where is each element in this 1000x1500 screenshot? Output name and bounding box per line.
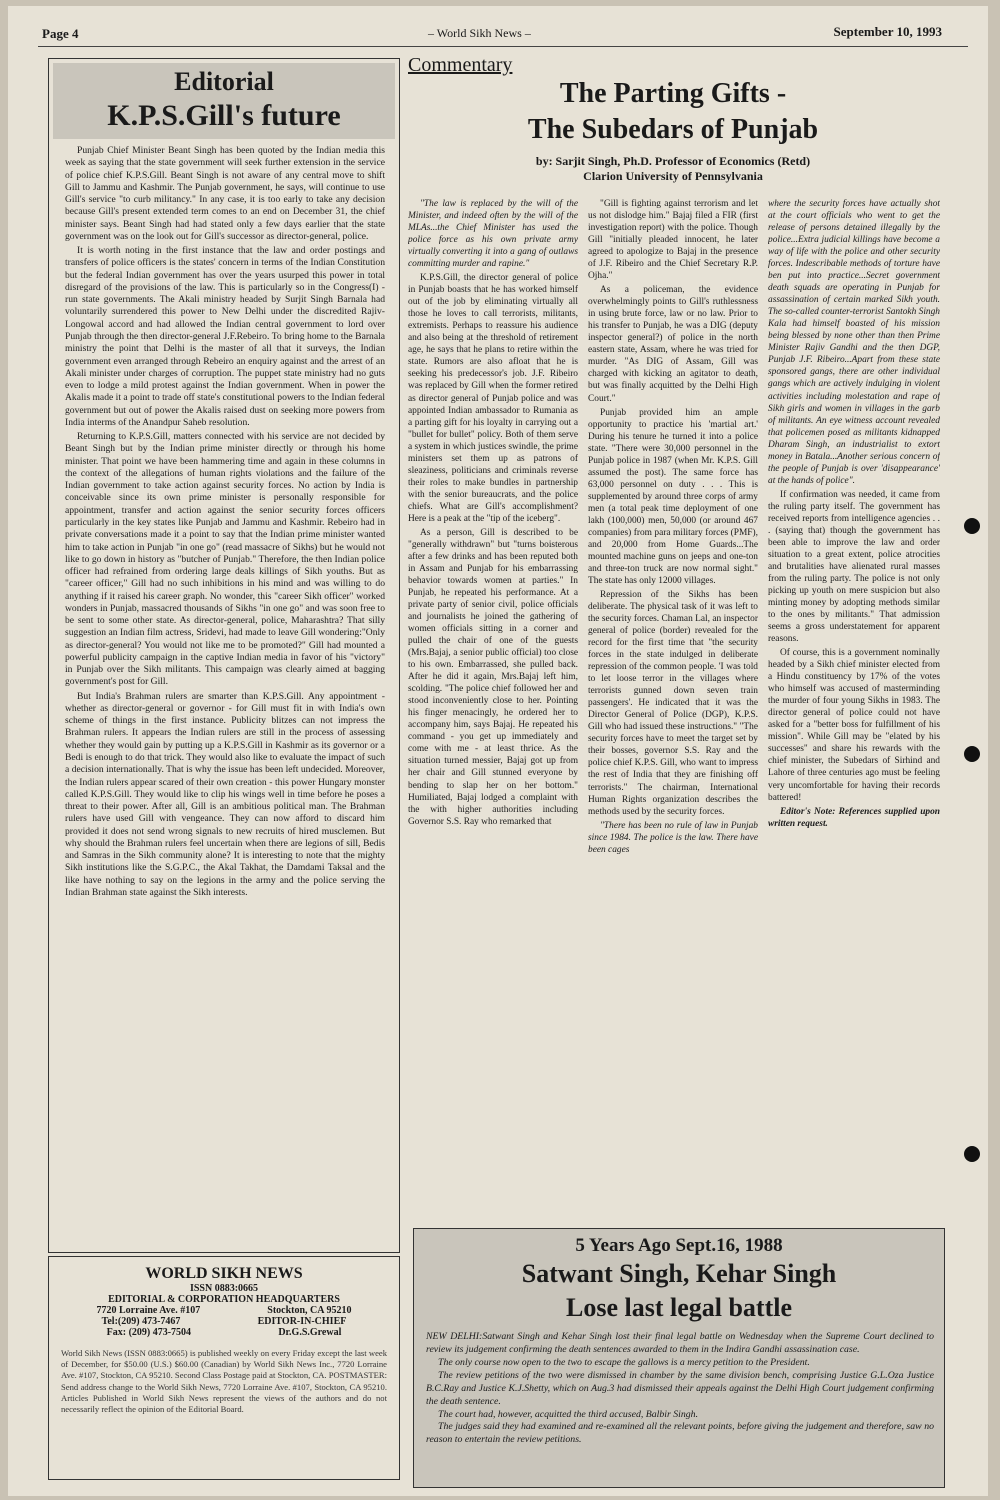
masthead-fax: Fax: (209) 473-7504	[106, 1327, 192, 1338]
commentary-quote: "There has been no rule of law in Punjab since 1984. The police is the law. There have been cages	[588, 820, 758, 855]
flashback-headline: Lose last legal battle	[565, 1293, 793, 1322]
commentary-paragraph: Of course, this is a government nominally headed by a Sikh chief minister elected from a Hindu constituency by 17% of the votes who himself was accused of masterminding the murder of four young Sikhs in 1983. The director general of police could not have asked for a "better boss for fulfillment of his mission". While Gill may be "elated by his successes" and share his rewards with the chief minister, the Subedars of Sirhind and Lahore of three centuries ago must be feeling very uncomfortable for having their records battered!	[768, 648, 940, 803]
commentary-column-3	[768, 198, 940, 1248]
commentary-paragraph: "Gill is fighting against terrorism and let us not dislodge him." Bajaj filed a FIR (first investigation report) with the police. Though Gill "initially pleaded innocent, he later agreed to apologize to Bajaj in the presence of J.F. Ribeiro and the Chief Secretary R.P. Ojha."	[588, 199, 758, 282]
editorial-section-label: Editorial	[174, 67, 274, 96]
flashback-paragraph: The only course now open to the two to escape the gallows is a mercy petition to the President.	[438, 1356, 810, 1368]
commentary-affiliation: Clarion University of Pennsylvania	[583, 169, 763, 183]
flashback-paragraph: The judges said they had examined and re-examined all the relevant points, before giving the judgement and therefore, saw no reason to entertain the review petitions.	[426, 1421, 934, 1446]
masthead-editor-label: EDITOR-IN-CHIEF	[257, 1316, 347, 1327]
commentary-paragraph: K.P.S.Gill, the director general of police in Punjab boasts that he has worked himself out of the job by eliminating virtually all those he loves to call terrorists, militants, extremists. Perhaps to reassure his audience and also being at the threshold of retirement age, he says that he plans to retire within the state. Rumors are also afloat that he is seeking his predecessor's job. J.F. Ribeiro was replaced by Gill when the former retired as director general of Punjab police and was appointed Indian ambassador to Rumania as a parting gift for his loyalty in carrying out a "bullet for bullet" policy. Both of them serve a system in which justices swindle, the prime ministers set them up as patrons of sleaziness, politicians and criminals reverse their roles to make bundles in partnership with the senior bureaucrats, and the police chiefs. What are Gill's accomplishment? Here is a peak at the "tip of the iceberg".	[408, 273, 578, 524]
editorial-paragraph: It is worth noting in the first instance that the law and order postings and transfers of police officers is the states' concern in terms of the Indian Constitution but the federal Indian government has over the years usurped this power in total disregard of the provisions of the law. This is particularly so in the Congress(I) -run state governments. The Akali ministry headed by Surjit Singh Barnala had voluntarily surrendered this power to New Delhi under the discredited Rajiv-Longowal accord and had allowed the Indian central government to lord over Punjab through the then director-general J.F.Rebeiro. To bring home to the Barnala ministry the point that Delhi is the master of all that it surveys, the Indian government even arranged through Rebeiro an enquiry against and the arrest of an Akali minister under charges of corruption. The puppet state ministry had no guts even to lodge a mild protest against the Indian government. When in power the Akalis made it a point to trade off state's constitutional powers to the Indian federal government but out of power the Akalis raised dust on seeking more powers from India interms of the Anandpur Saheb resolution.	[65, 245, 385, 428]
commentary-title	[408, 76, 938, 184]
flashback-paragraph: The review petitions of the two were dismissed in chamber by the same division bench, comprising Justice G.L.Oza Justice B.C.Ray and Justice K.J.Shetty, which on Aug.3 had dismissed their appeals against the Delhi High Court judgement confirming the death sentence.	[426, 1369, 934, 1407]
flashback-body	[414, 1325, 944, 1447]
binder-hole-icon	[964, 746, 980, 762]
masthead-row	[49, 1305, 399, 1316]
binder-hole-icon	[964, 518, 980, 534]
masthead-editor: Dr.G.S.Grewal	[278, 1327, 342, 1338]
editorial-paragraph: Returning to K.P.S.Gill, matters connected with his service are not decided by Beant Singh but by the Indian prime minister directly or through his home minister. That point we have been hammering time and again in these columns in the context of the allegations of human rights violations and the failure of the Indian government to take action against security forces. No action by India is conceivable since its own prime minister is personally responsible for appointment, transfer and action against the senior security forces officers particularly in the key states like Punjab and Jammu and Kashmir. Rebeiro had in private conversations made it a point to say that the Indian prime minister wanted him to take action in Punjab "in one go" (read massacre of Sikhs) but he would not like to go down in history as "butcher of Punjab." Therefore, the then Indian police officer had refrained from ordering large deals killings of Sikh youths. But as "career officer," Gill had no such inhibitions in his mind and was willing to do anything if it raised his career graph. No wonder, this "career Sikh officer" worked wonders in Punjab, massacred thousands of Sikhs "in one go" and was soon free to be sent to some other state. As director-general, police, Maharashtra? That silly suggestion an Indian film actress, Sridevi, had made to leave Gill wondering:"Only as director-general? You would not like me to be promoted?" Gill had mounted a powerful publicity campaign in the captive Indian media in favor of his "victory" in Punjab over the Sikh militants. This campaign was clearly aimed at bagging government's post for Gill.	[65, 431, 385, 688]
flashback-box	[413, 1228, 945, 1488]
newspaper-page	[8, 6, 988, 1496]
masthead-tel: Tel:(209) 473-7467	[101, 1316, 181, 1327]
commentary-paragraph: Repression of the Sikhs has been deliberate. The physical task of it was left to the security forces. Chaman Lal, an inspector general of police (border) revealed for the record for the first time that "the security forces in the state indulged in deliberate repression of the common people. 'I was told to let loose terror in the villages where terrorists gunned down seven train passengers'. He indicated that it was the Director General of Police (DGP), K.P.S. Gill who had issued these instructions." "The security forces have to meet the target set by their bosses, governor S.S. Ray and the police chief K.P.S. Gill, who want to impress the rest of India that they are finishing off terrorists." The chairman, International Human Rights organization describes the methods used by the security forces.	[588, 590, 758, 817]
masthead-row	[49, 1316, 399, 1327]
masthead-box	[48, 1256, 400, 1480]
editorial-paragraph: But India's Brahman rulers are smarter than K.P.S.Gill. Any appointment - whether as director-general or governor - for Gill must fit in with India's own scheme of things in the first instance. Publicity blitzes can not impress the Brahman rulers. It appears the Indian rulers are still in the process of assessing whether they would gain by putting up a K.P.S.Gill in Kashmir as its governor or a Bedi is enough to do that trick. They would also like to evaluate the impact of such a decision internationally. That is why the issue has been left undecided. Moreover, the Indian rulers appear scared of their own creation - this power Hungary monster called K.P.S.Gill. They would like to clip his wings well in time before he poses a threat to their power. After all, Gill is an ambitious political man. The Brahman rulers have used Gill with vengeance. They can now afford to discard him provided it does not send wrong signals to new recruits of hired musclemen. But why should the Brahman rulers feel uncertain when there are legions of sill, Bedis and Samras in the Sikh community alone? It is interesting to note that the mighty Sikh institutions like the S.G.P.C., the Akal Takhat, the Damdami Taksal and the like have nothing to say on the legions in the army and the police serving the Indian Brahman state against the Sikh interests.	[65, 690, 385, 898]
commentary-column-1	[408, 198, 578, 1248]
masthead-hq: EDITORIAL & CORPORATION HEADQUARTERS	[108, 1294, 340, 1305]
paper-name: – World Sikh News –	[428, 26, 531, 40]
commentary-paragraph: As a policeman, the evidence overwhelmingly points to Gill's ruthlessness in using brute force, law or no law. Prior to his transfer to Punjab, he was a DIG (deputy inspector general?) of police in the north eastern state, Assam, where he was tried for murder. "As DIG of Assam, Gill was charged with kicking an agitator to death, but was finally acquitted by the Delhi High Court."	[588, 285, 758, 404]
masthead-address: 7720 Lorraine Ave. #107	[96, 1305, 201, 1316]
flashback-headline-date: 5 Years Ago Sept.16, 1988	[575, 1235, 783, 1256]
masthead-fineprint: World Sikh News (ISSN 0883:0665) is published weekly on every Friday except the last week of December, for $50.00 (U.S.) $60.00 (Canadian) by World Sikh News Inc., 7720 Lorraine Ave. #107, Stockton, CA 95210. Second Class Postage paid at Stockton, CA. POSTMASTER: Send address change to the World Sikh News, 7720 Lorraine Ave. #107, Stockton, CA 95210. Articles Published in World Sikh News represent the views of the authors and do not necessarily reflect the opinion of the Editorial Board.	[61, 1348, 387, 1414]
masthead-city: Stockton, CA 95210	[267, 1305, 352, 1316]
masthead-name: WORLD SIKH NEWS	[145, 1265, 303, 1282]
page-number: Page 4	[42, 26, 79, 41]
commentary-paragraph: If confirmation was needed, it came from the ruling party itself. The government has received reports from intelligence agencies . . . (saying that) though the government has been able to improve the law and order situation to a great extent, police atrocities and brutalities have alienated rural masses from the ruling party. The police is not only picking up youth on mere suspicion but also minting money by adopting methods similar to the ones by militants." That admission seems a gross understatement for apparent reasons.	[768, 489, 940, 645]
editorial-box	[48, 58, 400, 1253]
commentary-label: Commentary	[408, 54, 513, 76]
editor-note: Editor's Note: References supplied upon written request.	[768, 806, 940, 829]
editorial-body	[65, 145, 385, 1245]
commentary-quote: where the security forces have actually shot at the court officials who went to get the release of persons detained illegally by the police...Extra judicial killings have become a way of life with the police and other security forces. Indescribable methods of torture have ben put into practice...Secret government death squads are operating in Punjab for assassination of certain marked Sikh youth. The so-called counter-terrorist Santokh Singh Kala had himself boasted of his mission being blessed by none other than then Prime Minister Rajiv Gandhi and the then DGP, Punjab J.F. Ribeiro...Apart from these state sponsored gangs, there are other individual gangs which are actively indulging in violent activities including molestation and rape of Sikh girls and women in villages in the garb of militants. An eye witness account revealed that policemen posed as militants kidnapped Dharam Singh, an industrialist to extort money in Batala...Another serious concern of the people of Punjab is over 'disappearance' at the hands of police".	[768, 199, 940, 486]
commentary-title-line1: The Parting Gifts -	[559, 78, 787, 109]
commentary-paragraph: As a person, Gill is described to be "generally withdrawn" but "turns boisterous after a few drinks and has been reputed both in Assam and Punjab for his embarrassing behavior towards women at parties." In Punjab, he repeated his performance. At a private party of senior civil, police officials and journalists he joined the gathering of women officials sitting in a corner and pulled the chair of one of the guests (Mrs.Bajaj, a senior public official) too close to his own. Embarrassed, she pulled back. After he did it again, Mrs.Bajaj left him, scolding. "The police chief followed her and stood inconveniently close to her. Pointing his finger menacingly, he ordered her to accompany him, says Bajaj. He repeated his command - you get up immediately and come with me - at least thrice. As the situation turned messier, Bajaj got up from her chair and Gill stunned everyone by bending to slap her on her bottom." Humiliated, Bajaj lodged a complaint with the with higher authorities including Governor S.S. Ray who remarked that	[408, 527, 578, 827]
commentary-byline: by: Sarjit Singh, Ph.D. Professor of Economics (Retd)	[535, 154, 811, 168]
flashback-headline: Satwant Singh, Kehar Singh	[521, 1259, 837, 1288]
masthead-issn: ISSN 0883:0665	[189, 1283, 259, 1294]
editorial-paragraph: Punjab Chief Minister Beant Singh has been quoted by the Indian media this week as saying that the state government will seek further extension in the service of police chief K.P.S.Gill. Beant Singh is not aware of any central move to shift Gill to Jammu and Kashmir. The Punjab government, he says, will continue to use Gill's service "to curb militancy." In any case, it is too early to take any decision because Gill's present extended term comes to an end on December 31, the chief minister says. Beant Singh had had stated only a few days earlier that the state government was on the look out for Gill's successor as director-general, police.	[65, 145, 385, 242]
header-rule	[38, 46, 968, 47]
binder-hole-icon	[964, 1146, 980, 1162]
editorial-title: K.P.S.Gill's future	[107, 99, 341, 132]
commentary-paragraph: Punjab provided him an ample opportunity to practice his 'martial art.' During his tenure he turned it into a police state. "There were 30,000 personnel in the Punjab police in 1987 (when Mr. K.P.S. Gill assumed the post). The same force has 63,000 personnel on duty . . . This is supplemented by around three corps of army men (a total peak time deployment of one lakh (100,000) men, 50,000 (or around 467 companies) from para military forces (PMF), and 20,000 from Home Guards...The mounted machine guns on jeeps and one-ton and three-ton truck are now normal sight." The state has only 12000 villages.	[588, 407, 758, 586]
flashback-paragraph: NEW DELHI:Satwant Singh and Kehar Singh lost their final legal battle on Wednesday when the Supreme Court declined to review its judgement confirming the death sentences awarded to them in the Indira Gandhi assassination case.	[426, 1331, 934, 1355]
commentary-pullquote: "The law is replaced by the will of the Minister, and indeed often by the will of the MLAs...the Chief Minister has used the police force as his own private army virtually converting it into a gang of outlaws committing murder and rapine."	[408, 199, 578, 270]
issue-date: September 10, 1993	[833, 24, 942, 39]
flashback-paragraph: The court had, however, acquitted the third accused, Balbir Singh.	[438, 1408, 699, 1420]
commentary-title-line2: The Subedars of Punjab	[527, 114, 819, 145]
editorial-header	[53, 63, 395, 139]
commentary-column-2	[588, 198, 758, 1248]
masthead-row	[49, 1327, 399, 1338]
